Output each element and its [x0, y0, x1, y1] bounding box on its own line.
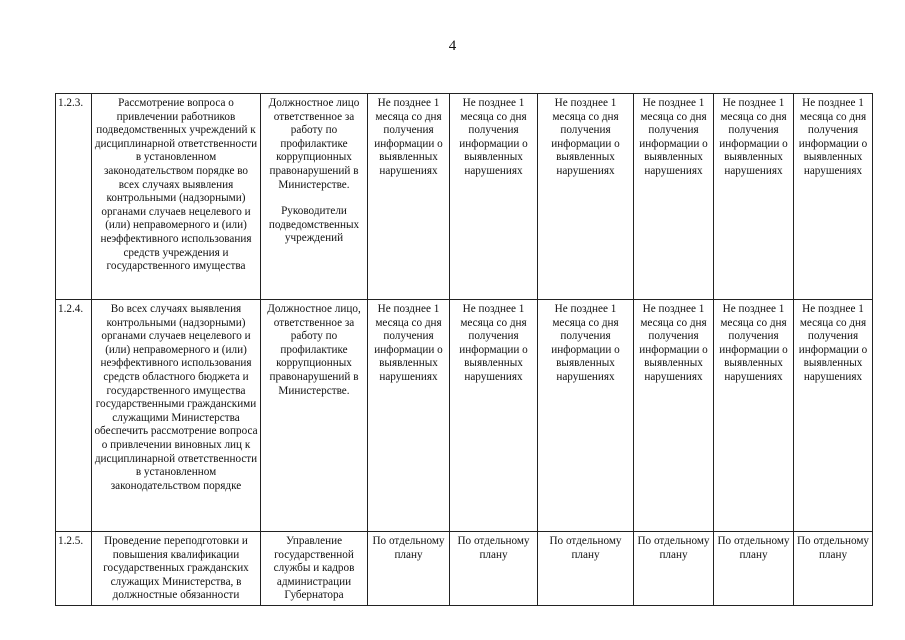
measures-table [55, 93, 873, 606]
term-cell: Не позднее 1 месяца со дня получения информации о выявленных нарушениях [714, 300, 794, 532]
page-number: 4 [448, 38, 457, 54]
term-cell: По отдельному плану [634, 532, 714, 606]
table-row [56, 300, 873, 532]
responsible-extra-text: Руководители подведомственных учреждений [268, 205, 360, 245]
term-cell: Не позднее 1 месяца со дня получения информации о выявленных нарушениях [794, 300, 873, 532]
table-row [56, 94, 873, 300]
row-number: 1.2.5. [56, 532, 92, 606]
term-cell: Не позднее 1 месяца со дня получения информации о выявленных нарушениях [538, 300, 634, 532]
term-cell: Не позднее 1 месяца со дня получения информации о выявленных нарушениях [450, 300, 538, 532]
measure-cell: Во всех случаях выявления контрольными (надзорными) органами случаев нецелевого и (или) неправомерного и (или) неэффективного использования средств областного бюджета и государственного имущества государственными гражданскими служащими Министерства обеспечить рассмотрение вопроса о привлечении виновных лиц к дисциплинарной ответственности в установленном законодательством порядке [92, 300, 261, 532]
responsible-cell: Управление государственной службы и кадров администрации Губернатора [261, 532, 368, 606]
responsible-text: Должностное лицо ответственное за работу по профилактике коррупционных правонарушений в Министерстве. [268, 97, 360, 191]
term-cell: Не позднее 1 месяца со дня получения информации о выявленных нарушениях [368, 94, 450, 300]
term-cell: Не позднее 1 месяца со дня получения информации о выявленных нарушениях [714, 94, 794, 300]
row-number: 1.2.3. [56, 94, 92, 300]
responsible-cell [261, 94, 368, 300]
term-cell: По отдельному плану [714, 532, 794, 606]
term-cell: По отдельному плану [368, 532, 450, 606]
measure-cell: Проведение переподготовки и повышения квалификации государственных гражданских служащих Министерства, в должностные обязанности [92, 532, 261, 606]
table-row [56, 532, 873, 606]
term-cell: Не позднее 1 месяца со дня получения информации о выявленных нарушениях [368, 300, 450, 532]
term-cell: По отдельному плану [538, 532, 634, 606]
term-cell: Не позднее 1 месяца со дня получения информации о выявленных нарушениях [538, 94, 634, 300]
term-cell: Не позднее 1 месяца со дня получения информации о выявленных нарушениях [634, 94, 714, 300]
term-cell: По отдельному плану [450, 532, 538, 606]
responsible-cell: Должностное лицо, ответственное за работу по профилактике коррупционных правонарушений в Министерстве. [261, 300, 368, 532]
row-number: 1.2.4. [56, 300, 92, 532]
term-cell: Не позднее 1 месяца со дня получения информации о выявленных нарушениях [634, 300, 714, 532]
measure-cell: Рассмотрение вопроса о привлечении работников подведомственных учреждений к дисциплинарной ответственности в установленном законодательством порядке во всех случаях выявления контрольными (надзорными) органами случаев нецелевого и (или) неправомерного и (или) неэффективного использования средств учреждения и государственного имущества [92, 94, 261, 300]
term-cell: Не позднее 1 месяца со дня получения информации о выявленных нарушениях [450, 94, 538, 300]
term-cell: Не позднее 1 месяца со дня получения информации о выявленных нарушениях [794, 94, 873, 300]
term-cell: По отдельному плану [794, 532, 873, 606]
